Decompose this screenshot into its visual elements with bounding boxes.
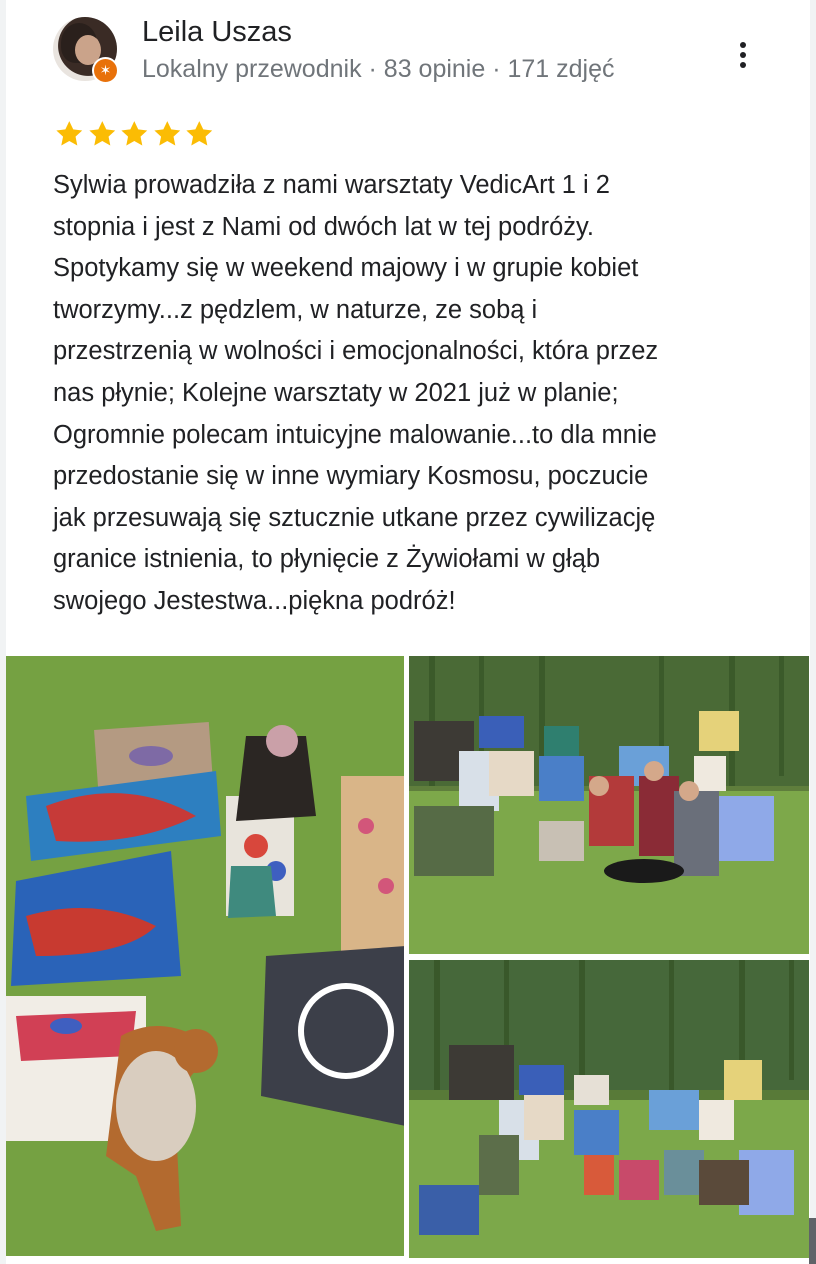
star-icon — [183, 117, 216, 151]
menu-dot — [740, 62, 746, 68]
menu-dot — [740, 42, 746, 48]
photo-3-image — [409, 960, 809, 1258]
star-icon — [53, 117, 86, 151]
reviewer-meta[interactable]: Lokalny przewodnik · 83 opinie · 171 zdjęć — [142, 55, 615, 83]
review-text: Sylwia prowadziła z nami warsztaty VedicArt 1 i 2 stopnia i jest z Nami od dwóch lat w tej podróży. Spotykamy się w weekend majowy i w grupie kobiet tworzymy...z pędzlem, w naturze, ze sobą i przestrzenią w wolności i emocjonalności, która przez nas płynie; Kolejne warsztaty w 2021 już w planie; Ogromnie polecam intuicyjne malowanie...to dla mnie przedostanie się w inne wymiary Kosmosu, poczucie jak przesuwają się sztucznie utkane przez cywilizację granice istnienia, to płynięcie z Żywiołami w głąb swojego Jestestwa...piękna podróż! — [53, 171, 659, 615]
more-options-icon[interactable] — [731, 38, 755, 72]
review-photo-3[interactable] — [409, 960, 809, 1258]
star-icon — [86, 117, 119, 151]
star-icon — [151, 117, 184, 151]
star-rating — [53, 117, 216, 151]
photo-1-image — [6, 656, 404, 1256]
scrollbar-thumb[interactable] — [809, 1218, 816, 1264]
star-icon — [118, 117, 151, 151]
local-guide-badge-icon: ✶ — [92, 57, 119, 84]
review-photo-1[interactable] — [6, 656, 404, 1256]
menu-dot — [740, 52, 746, 58]
review-photo-2[interactable] — [409, 656, 809, 954]
review-card — [6, 0, 810, 1264]
reviewer-name[interactable]: Leila Uszas — [142, 16, 292, 48]
photo-2-image — [409, 656, 809, 954]
